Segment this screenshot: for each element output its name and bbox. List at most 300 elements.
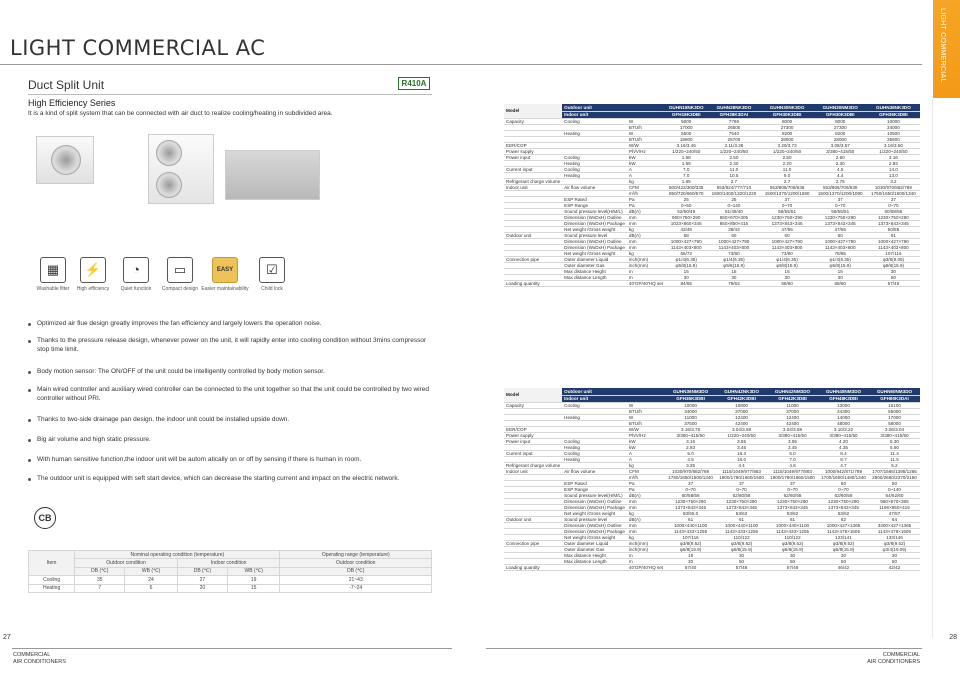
spec-value: 3.11/3.28 <box>707 142 760 148</box>
spec-value: φ3/8(9.52) <box>869 540 920 546</box>
feature-easy-maintainability <box>200 257 250 292</box>
spec-group: EER/COP <box>504 426 562 432</box>
spec-model-cell: GFH42K3DBI <box>767 395 818 402</box>
cond-nominal-header: Nominal operating condition (temperature) <box>75 551 280 559</box>
spec-value: 61 <box>716 516 767 522</box>
spec-value: 37000 <box>716 408 767 414</box>
spec-unit: mm <box>627 238 665 244</box>
spec-value: 1143×478×1505 <box>869 528 920 534</box>
spec-unit: mm <box>627 244 665 250</box>
spec-group: Indoor unit <box>504 468 562 474</box>
spec-value: 62/60/58 <box>818 492 869 498</box>
spec-unit: dB(A) <box>627 492 665 498</box>
spec-value: 980×870×385 <box>869 498 920 504</box>
spec-unit-label: Outdoor unit <box>562 388 665 395</box>
spec-value: 58/55/51 <box>761 208 814 214</box>
spec-value: 4.5 <box>814 166 867 172</box>
spec-value: 2.30 <box>707 160 760 166</box>
spec-value: 1230×750×290 <box>665 498 716 504</box>
spec-model-cell: GUHN42NM3DO <box>767 388 818 395</box>
spec-value: 11.0 <box>707 166 760 172</box>
spec-model-cell: GFH36K3DBI <box>665 395 716 402</box>
spec-value: 8200 <box>814 130 867 136</box>
spec-value: 3.04/3.59 <box>767 426 818 432</box>
spec-group: Loading quantity <box>504 564 562 570</box>
spec-unit: Ph/V/Hz <box>627 148 665 154</box>
spec-item: Cooling <box>562 402 627 408</box>
spec-value: 0~70 <box>814 202 867 208</box>
bullet-text: Main wired controller and auxiliary wired controller can be connected to the unit together so that the unit could be controlled by two wired controller without PRI. <box>37 386 430 402</box>
spec-value: 30 <box>869 552 920 558</box>
spec-value: 11000 <box>665 414 716 420</box>
cond-cell: Heating <box>29 584 75 592</box>
spec-unit: m <box>627 552 665 558</box>
spec-value: φ5/8(15.9) <box>665 262 707 268</box>
spec-item: Heating <box>562 456 627 462</box>
spec-value: 1/220~240/50 <box>867 148 920 154</box>
spec-value: 3.16 <box>867 154 920 160</box>
outdoor-unit-image <box>36 136 94 184</box>
spec-value: 47/55 <box>761 226 814 232</box>
spec-value: 37000 <box>767 408 818 414</box>
spec-value: 3.16 <box>665 438 716 444</box>
spec-value: 1230×750×290 <box>867 214 920 220</box>
spec-unit: kg <box>627 534 665 540</box>
spec-value: 1750/1650/1500/1340 <box>665 474 716 480</box>
spec-unit: W/W <box>627 426 665 432</box>
spec-item: ESP Rated <box>562 196 627 202</box>
spec-value: 5.0 <box>665 450 716 456</box>
spec-value: 4.5 <box>665 456 716 462</box>
spec-value: 55000 <box>869 408 920 414</box>
spec-model-cell: GUHN30NK3DO <box>761 104 814 111</box>
spec-header-row <box>504 388 920 395</box>
spec-value: 26500 <box>707 124 760 130</box>
spec-model-cell: GFH42K3DBI <box>716 395 767 402</box>
spec-value: 2.7 <box>707 178 760 184</box>
spec-item: Outer diameter Liquid <box>562 256 627 262</box>
bullet-item <box>28 337 433 354</box>
spec-value: 60/58/56 <box>665 492 716 498</box>
spec-model-cell: GUHN36NM3DO <box>665 388 716 395</box>
spec-group: Power supply <box>504 148 562 154</box>
spec-item: ESP Range <box>562 486 627 492</box>
spec-value: 30 <box>716 552 767 558</box>
spec-value: 3.55 <box>716 438 767 444</box>
spec-value: 50 <box>869 558 920 564</box>
spec-value: 1143×433×1255 <box>716 528 767 534</box>
spec-value: 1030/970/882/789 <box>867 184 920 190</box>
spec-value: 1500/1370/1200/1080 <box>814 190 867 196</box>
spec-value: 6.0 <box>767 450 818 456</box>
spec-value: 37500 <box>665 420 716 426</box>
spec-item: Sound pressure level <box>562 516 627 522</box>
spec-value: 46/42 <box>818 564 869 570</box>
spec-item: Dimension (WxDxH) Package <box>564 244 625 250</box>
spec-unit: dB(A) <box>627 516 665 522</box>
spec-value: φ1/4(6.35) <box>665 256 707 262</box>
spec-value: 69/60 <box>814 280 867 286</box>
spec-value: 65/72 <box>665 250 707 256</box>
spec-item: Net weight /Gross weight <box>562 226 627 232</box>
spec-value: 1373×843×345 <box>761 220 814 226</box>
spec-value: 7.0 <box>665 172 707 178</box>
spec-value: 37 <box>665 480 716 486</box>
spec-unit: 40'GP/40'HQ set <box>628 564 664 570</box>
spec-value: 1.59 <box>665 160 707 166</box>
spec-item: Max distance Length <box>562 274 627 280</box>
spec-group: Connection pipe <box>504 540 562 546</box>
spec-value: 18800 <box>665 136 707 142</box>
spec-unit: mm <box>627 528 665 534</box>
spec-unit: W <box>627 118 665 124</box>
spec-unit: 40'GP/40'HQ set <box>628 280 664 286</box>
spec-unit: A <box>627 450 665 456</box>
spec-value: 42/42 <box>869 564 920 570</box>
spec-unit: W <box>627 402 665 408</box>
spec-header-row <box>504 104 920 111</box>
spec-value: 0~70 <box>665 486 716 492</box>
spec-value: 1000×427×1365 <box>818 522 869 528</box>
spec-value: 60/58/56 <box>867 208 920 214</box>
spec-item: Heating <box>562 130 627 136</box>
spec-unit: m³/h <box>627 190 665 196</box>
spec-value: 10800 <box>716 402 767 408</box>
spec-item: Heating <box>562 160 627 166</box>
spec-value: 1230×750×290 <box>767 498 818 504</box>
spec-table-1 <box>504 104 920 287</box>
spec-value: 3/380~415/50 <box>767 432 818 438</box>
spec-value: 10000 <box>867 118 920 124</box>
spec-value: 53/62 <box>767 510 818 516</box>
spec-value: 15 <box>814 268 867 274</box>
spec-value: 2.93 <box>867 160 920 166</box>
spec-value: 10500 <box>867 130 920 136</box>
feature-child-lock <box>247 257 297 292</box>
spec-value: 110/122 <box>716 534 767 540</box>
spec-value: 60 <box>814 232 867 238</box>
spec-value: 1500/1400/1320/1220 <box>707 190 760 196</box>
spec-value: 4.4 <box>716 462 767 468</box>
spec-value: 30 <box>707 274 760 280</box>
spec-value: φ5/8(15.9) <box>716 546 767 552</box>
spec-item: Dimension (WxDxH) Package <box>564 504 625 510</box>
spec-model-cell: GFH48K3DBI <box>818 395 869 402</box>
spec-value: 5.30 <box>869 438 920 444</box>
footer-left-line1: COMMERCIAL <box>13 652 51 658</box>
spec-model-cell: GUHN28NK3DO <box>707 104 760 111</box>
spec-value: 1230×750×290 <box>761 214 814 220</box>
spec-value: 900×750×290 <box>665 214 707 220</box>
spec-item: Dimension (WxDxH) Package <box>564 528 625 534</box>
spec-group: Power supply <box>504 432 562 438</box>
cond-range-outdoor-header: Outdoor condition <box>280 559 432 567</box>
spec-item: Outer diameter Gas <box>562 262 627 268</box>
spec-item: Net weight /Gross weight <box>562 250 627 256</box>
spec-unit: Pa <box>627 202 665 208</box>
cond-range-header: Operating range (temperature) <box>280 551 432 559</box>
spec-value: 3.10/3.22 <box>818 426 869 432</box>
spec-value: 16.3 <box>716 450 767 456</box>
spec-unit: mm <box>627 498 665 504</box>
spec-unit: kg <box>627 510 665 516</box>
spec-unit: BTU/h <box>627 124 665 130</box>
spec-group: Current input <box>504 450 562 456</box>
spec-model-label: Model <box>504 388 562 402</box>
title-divider <box>0 64 922 65</box>
spec-value: 43/48 <box>665 226 707 232</box>
spec-value: 30 <box>761 274 814 280</box>
cond-col-wb: WB (℃) <box>227 567 280 575</box>
bullet-item <box>28 436 433 445</box>
spec-value: 11.0 <box>761 166 814 172</box>
spec-value: φ1/4(6.35) <box>761 256 814 262</box>
spec-item: Air flow volume <box>562 184 627 190</box>
spec-value: 58000 <box>869 420 920 426</box>
spec-value: 2.30 <box>814 160 867 166</box>
cond-cell: 27 <box>177 576 227 584</box>
spec-item: ESP Range <box>562 202 627 208</box>
spec-value: 64/62/60 <box>869 492 920 498</box>
spec-group: Connection pipe <box>504 256 562 262</box>
spec-value: 25 <box>707 196 760 202</box>
spec-unit: mm <box>627 522 665 528</box>
spec-value: 50/55 <box>867 226 920 232</box>
cond-cell: 6 <box>125 584 178 592</box>
spec-value: 27300 <box>761 124 814 130</box>
spec-value: 57/48 <box>867 280 920 286</box>
washable-filter-icon: ▦ <box>40 257 66 283</box>
spec-value: 3.20/3.73 <box>761 142 814 148</box>
spec-value: 1143×478×1505 <box>818 528 869 534</box>
spec-value: 110/122 <box>767 534 818 540</box>
section-title: Duct Split Unit <box>28 78 105 92</box>
spec-model-cell: GUHN42NK3DO <box>716 388 767 395</box>
spec-value: 2.75 <box>814 178 867 184</box>
spec-value: 500/423/300/335 <box>665 184 707 190</box>
spec-value: 553/806/706/636 <box>814 184 867 190</box>
spec-group: Power input <box>504 154 562 160</box>
spec-value: φ5/8(15.9) <box>818 546 869 552</box>
indoor-duct-unit-image <box>225 150 320 200</box>
bullet-text: Thanks to two-side drainage pan design, the indoor unit could be installed upside down. <box>37 416 290 423</box>
spec-value: 1900/1780/1660/1500 <box>716 474 767 480</box>
spec-value: 15 <box>761 268 814 274</box>
spec-value: 50 <box>869 480 920 486</box>
spec-group: Current input <box>504 166 562 172</box>
spec-group: EER/COP <box>504 142 562 148</box>
spec-value: 0~70 <box>867 202 920 208</box>
spec-value: 5.60 <box>869 444 920 450</box>
bullet-item <box>28 320 433 329</box>
spec-value: 7.0 <box>767 456 818 462</box>
spec-value: 1166×950×415 <box>869 504 920 510</box>
spec-value: 1000×440×1100 <box>665 522 716 528</box>
spec-value: 3/380~415/50 <box>869 432 920 438</box>
spec-value: 2.50 <box>761 154 814 160</box>
spec-model-cell: GUHN60NM3DO <box>869 388 920 395</box>
spec-value: 30 <box>665 274 707 280</box>
spec-value: 10.5 <box>707 172 760 178</box>
spec-value: 52/50/49 <box>665 208 707 214</box>
cond-cell: 24 <box>125 576 178 584</box>
side-tab <box>933 0 960 98</box>
spec-value: 1750/1650/1500/1340 <box>867 190 920 196</box>
spec-value: 13000 <box>818 402 869 408</box>
spec-item: Dimension (WxDxH) Outline <box>562 498 627 504</box>
spec-unit: m <box>627 274 665 280</box>
spec-model-cell: GFH28K3DAI <box>707 111 760 118</box>
spec-value: 30 <box>867 268 920 274</box>
spec-value: 2.60 <box>814 154 867 160</box>
spec-value: φ5/8(15.9) <box>707 262 760 268</box>
spec-value: 850/720/660/570 <box>665 190 707 196</box>
feature-quiet-function <box>111 257 161 292</box>
spec-unit: Pa <box>627 486 665 492</box>
cond-row-heating <box>29 584 432 592</box>
spec-item <box>562 280 627 286</box>
cond-item-header: Item <box>29 551 75 576</box>
spec-value: 1500/1370/1200/1080 <box>761 190 814 196</box>
spec-value: 3.16/3.50 <box>867 142 920 148</box>
spec-item: Outer diameter Gas <box>562 546 627 552</box>
spec-value: 8200 <box>761 130 814 136</box>
spec-item: Dimension (WxDxH) Outline <box>562 238 627 244</box>
cond-cell: 35 <box>75 576 125 584</box>
spec-item: Heating <box>562 172 627 178</box>
spec-unit: dB(A) <box>627 208 665 214</box>
spec-item: Net weight /Gross weight <box>562 510 627 516</box>
cond-row-cooling <box>29 576 432 584</box>
spec-unit: inch(mm) <box>627 262 665 268</box>
spec-value: 61 <box>867 232 920 238</box>
spec-value: 44300 <box>818 408 869 414</box>
spec-value: 16.0 <box>716 456 767 462</box>
spec-value: 5500 <box>665 130 707 136</box>
spec-value: 60 <box>707 232 760 238</box>
feature-label: Child lock <box>261 286 283 292</box>
spec-item: Outer diameter Liquid <box>562 540 627 546</box>
spec-value: 37 <box>761 196 814 202</box>
spec-value: 0~140 <box>869 486 920 492</box>
spec-value: 57/48 <box>767 564 818 570</box>
spec-value: 14000 <box>818 414 869 420</box>
spec-unit: inch(mm) <box>627 540 665 546</box>
spec-value: 0~50 <box>665 202 707 208</box>
feature-label: High efficiency <box>76 286 110 292</box>
spec-value: 1230×750×290 <box>716 498 767 504</box>
spec-value: 78/85 <box>814 250 867 256</box>
spec-value: 1143×403×800 <box>867 244 920 250</box>
spec-value: 1373×843×345 <box>767 504 818 510</box>
high-efficiency-icon: ⚡ <box>80 257 106 283</box>
spec-value: 30 <box>818 552 869 558</box>
spec-unit: m <box>627 268 665 274</box>
spec-item: Cooling <box>562 166 627 172</box>
spec-unit-label: Indoor unit <box>562 395 665 402</box>
cond-col-db: DB (℃) <box>177 567 227 575</box>
bullet-text: Optimized air flue design greatly improves the fan efficiency and largely lowers the operation noise. <box>37 320 322 327</box>
spec-group: Capacity <box>504 118 562 124</box>
spec-value: 42400 <box>716 420 767 426</box>
spec-value: 1230×750×290 <box>814 214 867 220</box>
bullet-item <box>28 386 433 403</box>
spec-value: 12400 <box>767 414 818 420</box>
cond-indoor-header: Indoor condition <box>177 559 280 567</box>
spec-model-cell: GUHN18NK3DO <box>665 104 707 111</box>
side-divider <box>932 98 933 638</box>
spec-group: Refrigerant charge volume <box>506 178 561 184</box>
spec-value: 2.50 <box>707 154 760 160</box>
spec-value: 73/80 <box>761 250 814 256</box>
spec-value: 1143×403×800 <box>814 244 867 250</box>
spec-value: 50 <box>716 558 767 564</box>
spec-value: 4.7 <box>818 462 869 468</box>
footer-divider-right <box>486 648 922 649</box>
spec-value: φ3/8(9.52) <box>767 540 818 546</box>
spec-value: 50/55.0 <box>665 510 716 516</box>
cb-certification-mark: CB <box>34 507 56 529</box>
spec-model-cell: GFH30K3DBI <box>761 111 814 118</box>
spec-value: 1118/1049/977/883 <box>767 468 818 474</box>
spec-value: 34000 <box>665 408 716 414</box>
spec-item: Dimension (WxDxH) Outline <box>562 522 627 528</box>
spec-value: 37 <box>867 196 920 202</box>
spec-value: 3.2 <box>867 178 920 184</box>
spec-value: 28000 <box>761 136 814 142</box>
spec-value: 57/48 <box>716 564 767 570</box>
spec-value: 64 <box>869 516 920 522</box>
spec-value: 650×670×305 <box>707 214 760 220</box>
spec-unit: inch(mm) <box>627 256 665 262</box>
cond-cell: Cooling <box>29 576 75 584</box>
spec-value: 1143×403×800 <box>707 244 760 250</box>
spec-value: 30 <box>767 552 818 558</box>
spec-item: Cooling <box>562 118 627 124</box>
spec-unit: kW <box>627 438 665 444</box>
footer-left <box>13 652 66 665</box>
spec-value: 15 <box>665 268 707 274</box>
spec-item: Heating <box>562 444 627 450</box>
bullet-item <box>28 368 433 377</box>
spec-value: φ5/8(15.9) <box>814 262 867 268</box>
spec-model-cell: GFH30K3DBI <box>814 111 867 118</box>
spec-unit: CFM <box>627 468 665 474</box>
spec-value: φ5/8(15.9) <box>665 546 716 552</box>
spec-value: 12400 <box>716 414 767 420</box>
feature-label: Washable filter <box>36 286 70 292</box>
spec-value: 8000 <box>814 118 867 124</box>
spec-value: 61 <box>767 516 818 522</box>
spec-unit: mm <box>627 504 665 510</box>
page-number-left: 27 <box>3 634 11 641</box>
spec-value: 3.35 <box>665 462 716 468</box>
spec-value: 107/116 <box>867 250 920 256</box>
spec-value: 7.0 <box>665 166 707 172</box>
spec-value: 47/57 <box>869 510 920 516</box>
spec-value: 47/55 <box>814 226 867 232</box>
spec-value: 1373×843×345 <box>818 504 869 510</box>
spec-value: 850×850×415 <box>707 220 760 226</box>
spec-value: φ1/4(6.35) <box>707 256 760 262</box>
spec-value: 17000 <box>869 414 920 420</box>
spec-value: 1143×433×1255 <box>665 528 716 534</box>
spec-model-label: Model <box>504 104 562 118</box>
spec-value: 3.16/3.75 <box>665 426 716 432</box>
fan-grille-icon <box>156 172 182 198</box>
spec-value: 3.16/3.46 <box>665 142 707 148</box>
spec-item: Cooling <box>562 438 627 444</box>
